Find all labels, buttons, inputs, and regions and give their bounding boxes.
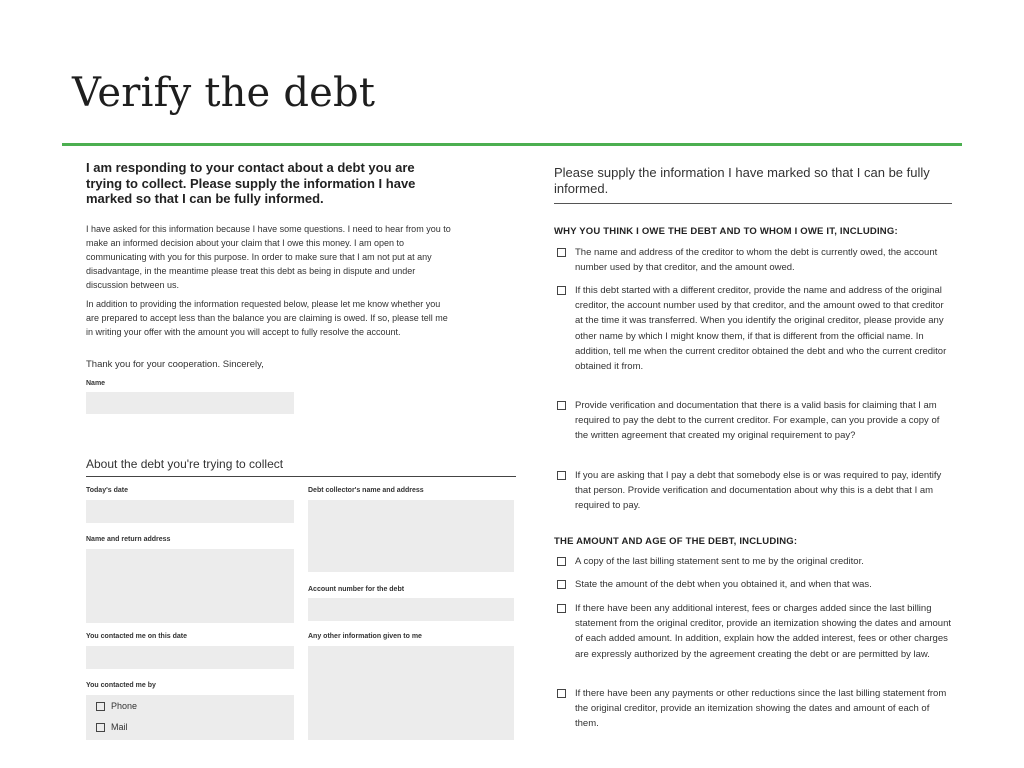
contacted-date-label: You contacted me on this date <box>86 633 187 640</box>
checkbox-icon[interactable] <box>557 557 566 566</box>
contact-option-mail[interactable] <box>96 722 128 732</box>
letter-signoff: Thank you for your cooperation. Sincerely, <box>86 359 264 370</box>
collector-name-address-label: Debt collector's name and address <box>308 487 424 494</box>
letter-right-column <box>554 165 954 730</box>
checklist-item <box>554 468 954 514</box>
section-heading-amount-age: THE AMOUNT AND AGE OF THE DEBT, INCLUDING: <box>554 536 798 547</box>
letter-paragraph-2: In addition to providing the information requested below, please let me know whether you are prepared to accept less than the balance you are claiming is owed. If so, please tell me in writing your offer with the amount you will accept to fully resolve the account. <box>86 299 448 337</box>
contact-option-label: Phone <box>111 701 138 711</box>
contacted-date-field[interactable] <box>86 646 294 669</box>
right-intro: Please supply the information I have marked so that I can be fully informed. <box>554 165 930 196</box>
about-debt-heading: About the debt you're trying to collect <box>86 457 284 471</box>
contact-option-phone[interactable] <box>96 701 137 711</box>
todays-date-label: Today's date <box>86 487 128 494</box>
checklist-item <box>554 283 954 374</box>
checklist-item <box>554 601 954 662</box>
section-heading-why-owe: WHY YOU THINK I OWE THE DEBT AND TO WHOM I OWE IT, INCLUDING: <box>554 226 898 237</box>
contacted-by-label: You contacted me by <box>86 682 156 689</box>
name-field[interactable] <box>86 392 294 414</box>
checklist-item <box>554 245 954 275</box>
checkbox-icon[interactable] <box>557 401 566 410</box>
checkbox-icon[interactable] <box>557 580 566 589</box>
checkbox-icon[interactable] <box>557 604 566 613</box>
title-divider <box>62 143 962 146</box>
right-intro-divider <box>554 203 952 204</box>
letter-heading: I am responding to your contact about a debt you are trying to collect. Please supply the information I have marked so that I can be fully informed. <box>86 160 416 206</box>
checklist-item-text: The name and address of the creditor to whom the debt is currently owed, the account number used by that creditor, and the amount owed. <box>575 247 938 274</box>
checklist-item-text: A copy of the last billing statement sent to me by the original creditor. <box>575 556 864 567</box>
other-info-field[interactable] <box>308 646 514 740</box>
letter-paragraph-1: I have asked for this information because I have some questions. I need to hear from you to make an informed decision about your claim that I owe this money. I am open to communicating with you for this purpose. In order to make sure that I am not put at any disadvantage, in the meantime please treat this debt as being in dispute and under discussion between us. <box>86 224 451 290</box>
name-return-address-label: Name and return address <box>86 536 171 543</box>
checkbox-icon[interactable] <box>557 286 566 295</box>
other-info-label: Any other information given to me <box>308 633 422 640</box>
collector-name-address-field[interactable] <box>308 500 514 572</box>
checklist-item-text: If this debt started with a different creditor, provide the name and address of the original creditor, the account number used by that creditor, and the amount owed to that creditor at the time it was transferred. When you identify the original creditor, please provide any other name by which I might know them, if that is different from the official name. In addition, tell me when the current creditor obtained the debt and who the current creditor obtained it from. <box>575 285 947 373</box>
checklist-item-text: If there have been any additional interest, fees or charges added since the last billing statement from the original creditor, provide an itemization showing the dates and amount of each added amount. In addition, explain how the added interest, fees or other charges are expressly authorized by the agreement creating the debt or are permitted by law. <box>575 603 951 660</box>
checkbox-icon[interactable] <box>96 723 105 732</box>
account-number-label: Account number for the debt <box>308 586 405 593</box>
name-return-address-field[interactable] <box>86 549 294 623</box>
name-label: Name <box>86 380 106 387</box>
about-debt-divider <box>86 476 516 477</box>
checkbox-icon[interactable] <box>557 689 566 698</box>
contact-option-label: Mail <box>111 722 128 732</box>
checklist-item <box>554 554 954 569</box>
checklist-item-text: State the amount of the debt when you obtained it, and when that was. <box>575 579 872 590</box>
checklist-item <box>554 686 954 732</box>
checklist-item-text: If there have been any payments or other reductions since the last billing statement from the original creditor, provide an itemization showing the dates and amount of each of them. <box>575 688 947 730</box>
checkbox-icon[interactable] <box>557 248 566 257</box>
page-title: Verify the debt <box>72 70 376 116</box>
todays-date-field[interactable] <box>86 500 294 523</box>
checkbox-icon[interactable] <box>557 471 566 480</box>
account-number-field[interactable] <box>308 598 514 621</box>
checklist-item-text: Provide verification and documentation that there is a valid basis for claiming that I am required to pay the debt to the current creditor. For example, can you provide a copy of the written agreement that created my original requirement to pay? <box>575 400 940 442</box>
checkbox-icon[interactable] <box>96 702 105 711</box>
checklist-item-text: If you are asking that I pay a debt that somebody else is or was required to pay, identify that person. Provide verification and documentation about why this is a debt that I am required to pay. <box>575 470 942 512</box>
letter-left-column <box>86 160 516 732</box>
checklist-item <box>554 577 954 592</box>
checklist-item <box>554 398 954 444</box>
